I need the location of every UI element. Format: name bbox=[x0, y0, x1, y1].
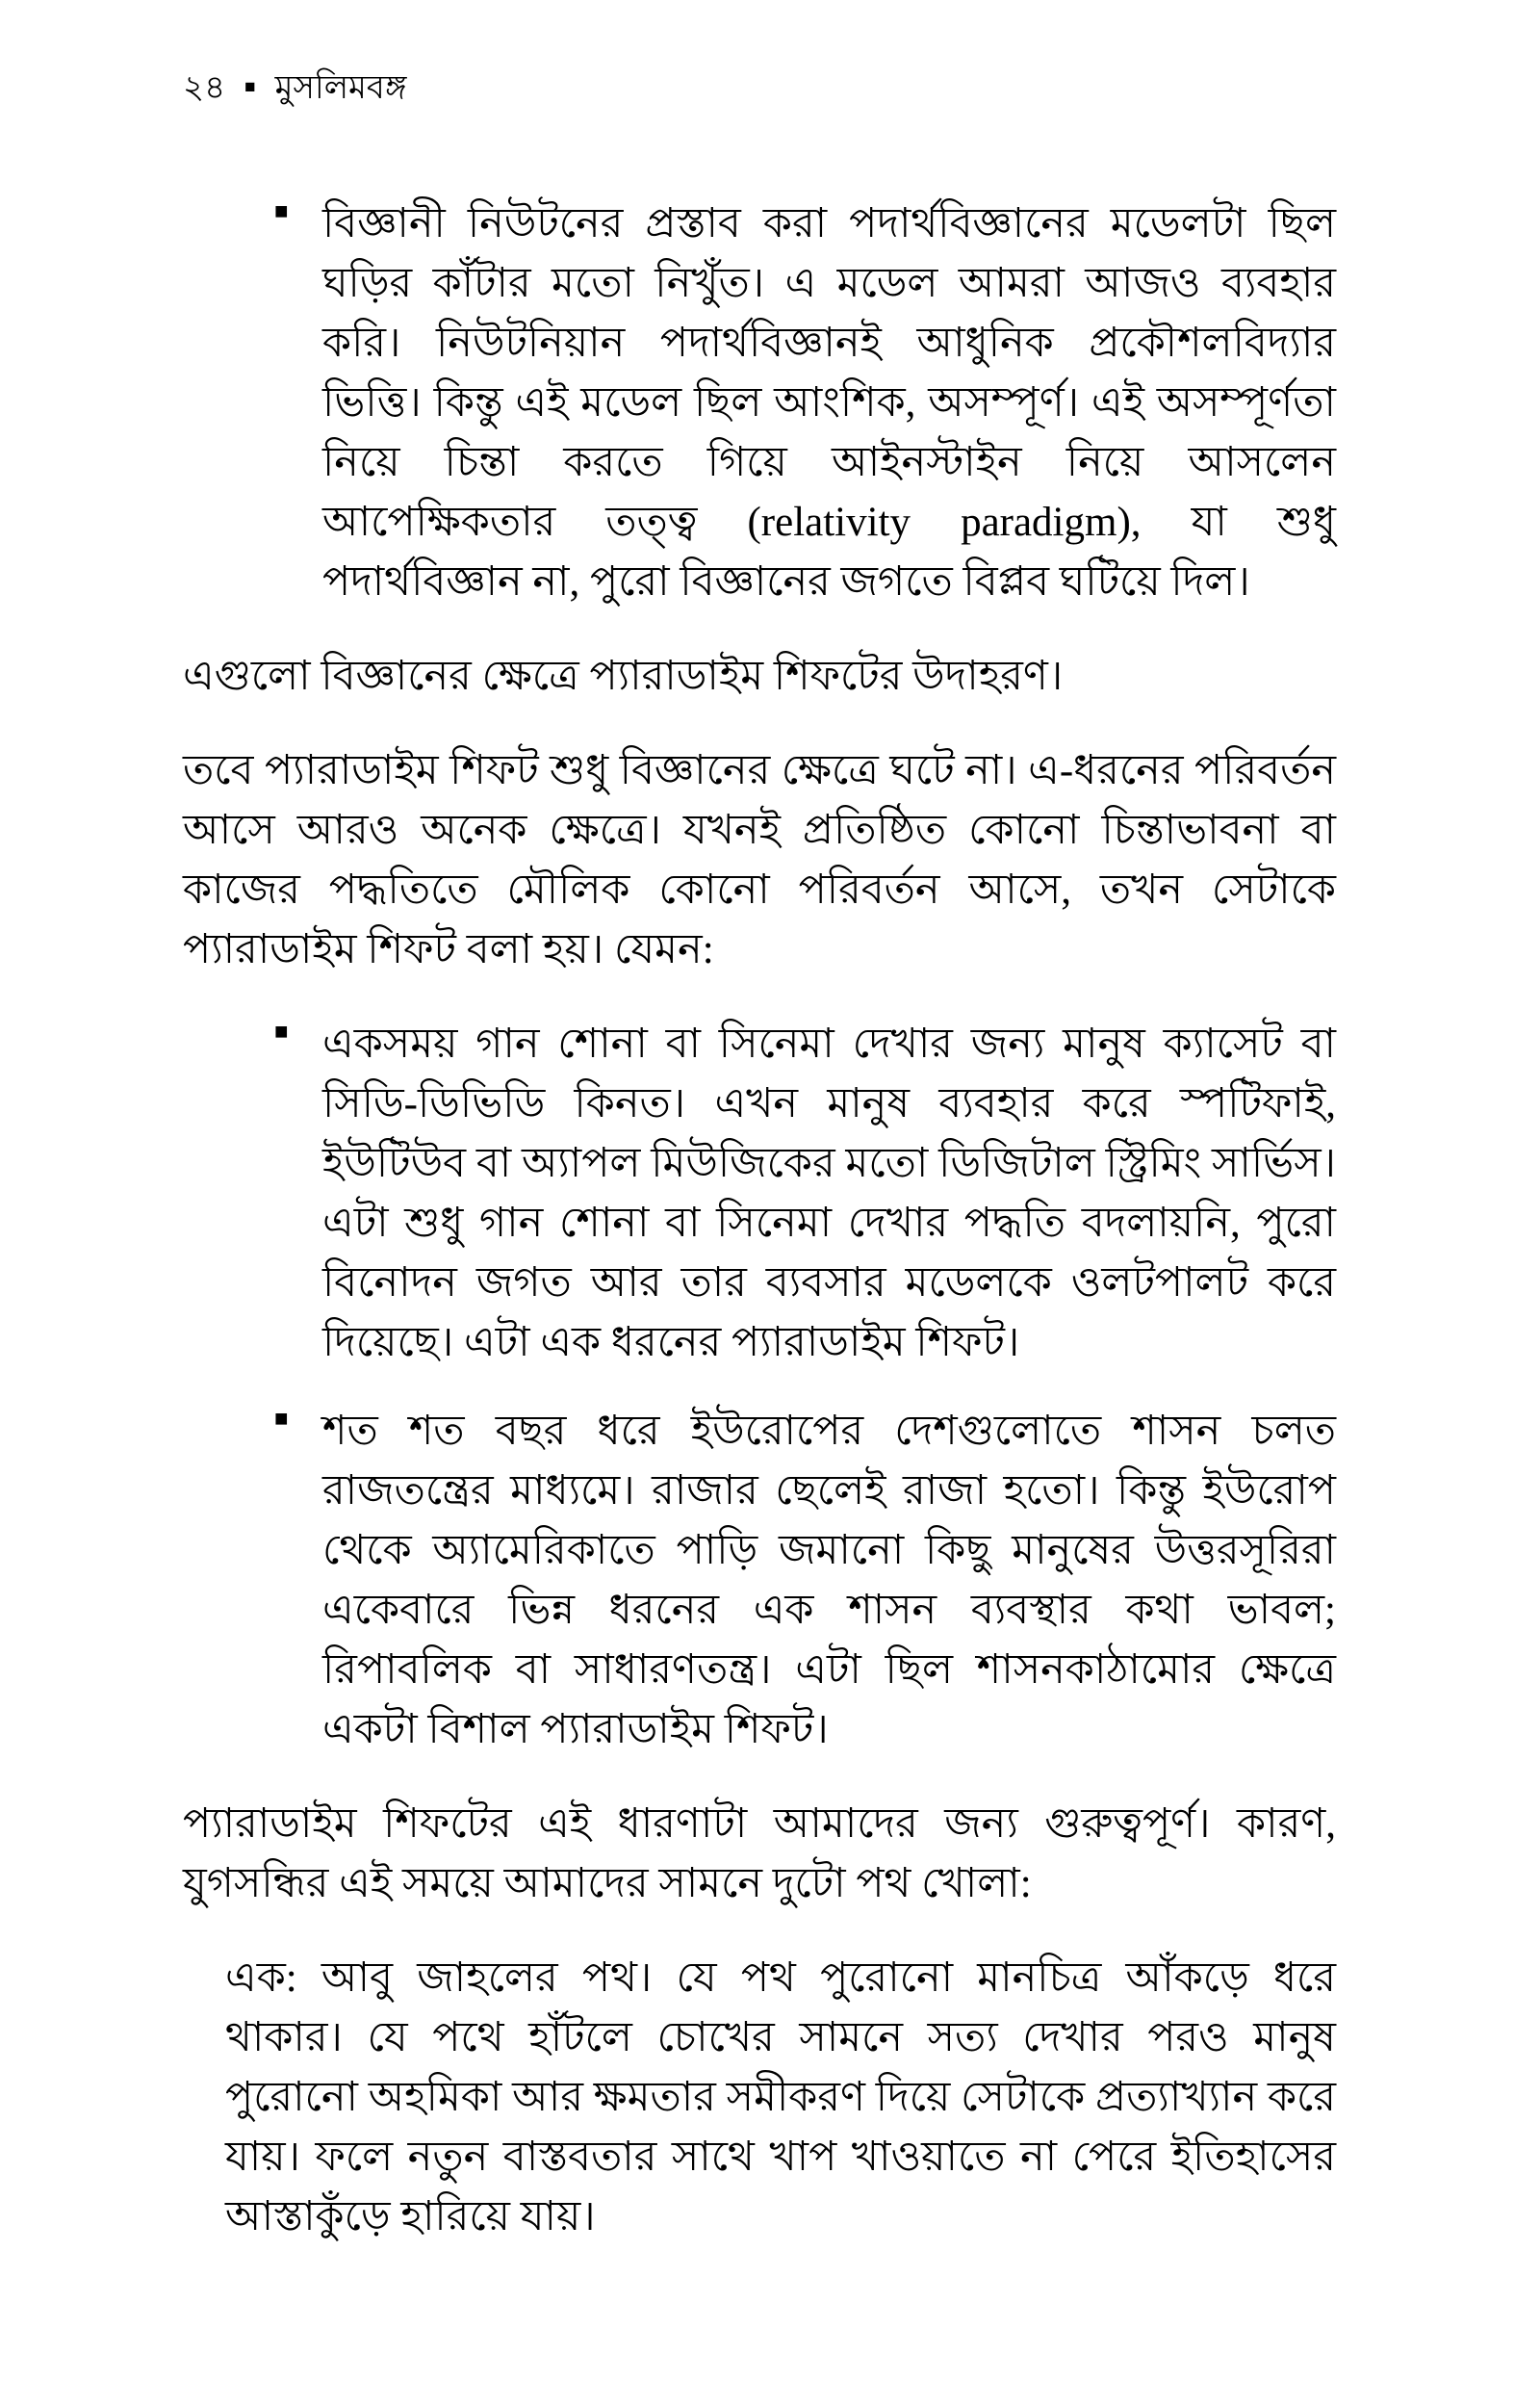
page-number: ২৪ bbox=[183, 70, 226, 106]
square-bullet-icon: ■ bbox=[274, 1407, 289, 1433]
page-header bbox=[183, 67, 1336, 110]
list-item bbox=[274, 1402, 1336, 1760]
square-bullet-icon: ■ bbox=[274, 1020, 289, 1046]
bullet-list-paradigm-examples bbox=[183, 1015, 1336, 1760]
book-title: মুসলিমবঙ্গ bbox=[274, 70, 407, 106]
list-item bbox=[274, 1015, 1336, 1373]
bullet-text-streaming: একসময় গান শোনা বা সিনেমা দেখার জন্য মানুষ ক্যাসেট বা সিডি-ডিভিডি কিনত। এখন মানুষ ব্যবহার করে স্পটিফাই, ইউটিউব বা অ্যাপল মিউজিকের মতো ডিজিটাল স্ট্রিমিং সার্ভিস। এটা শুধু গান শোনা বা সিনেমা দেখার পদ্ধতি বদলায়নি, পুরো বিনোদন জগত আর তার ব্যবসার মডেলকে ওলটপালট করে দিয়েছে। এটা এক ধরনের প্যারাডাইম শিফট। bbox=[322, 1022, 1336, 1366]
square-bullet-icon: ■ bbox=[274, 199, 289, 225]
paragraph-importance: প্যারাডাইম শিফটের এই ধারণাটা আমাদের জন্য গুরুত্বপূর্ণ। কারণ, যুগসন্ধির এই সময়ে আমাদের সামনে দুটো পথ খোলা: bbox=[183, 1801, 1336, 1907]
square-separator-icon: ■ bbox=[244, 76, 256, 97]
bullet-text-newton-relativity: বিজ্ঞানী নিউটনের প্রস্তাব করা পদার্থবিজ্ঞানের মডেলটা ছিল ঘড়ির কাঁটার মতো নিখুঁত। এ মডেল আমরা আজও ব্যবহার করি। নিউটনিয়ান পদার্থবিজ্ঞানই আধুনিক প্রকৌশলবিদ্যার ভিত্তি। কিন্তু এই মডেল ছিল আংশিক, অসম্পূর্ণ। এই অসম্পূর্ণতা নিয়ে চিন্তা করতে গিয়ে আইনস্টাইন নিয়ে আসলেন আপেক্ষিকতার তত্ত্ব (relativity paradigm), যা শুধু পদার্থবিজ্ঞান না, পুরো বিজ্ঞানের জগতে বিপ্লব ঘটিয়ে দিল। bbox=[322, 201, 1336, 606]
bullet-list-science-example bbox=[183, 194, 1336, 612]
paragraph-paradigm-definition: তবে প্যারাডাইম শিফট শুধু বিজ্ঞানের ক্ষেত্রে ঘটে না। এ-ধরনের পরিবর্তন আসে আরও অনেক ক্ষেত্রে। যখনই প্রতিষ্ঠিত কোনো চিন্তাভাবনা বা কাজের পদ্ধতিতে মৌলিক কোনো পরিবর্তন আসে, তখন সেটাকে প্যারাডাইম শিফট বলা হয়। যেমন: bbox=[183, 748, 1336, 973]
paragraph-examples: এগুলো বিজ্ঞানের ক্ষেত্রে প্যারাডাইম শিফটের উদাহরণ। bbox=[183, 654, 1064, 700]
list-item bbox=[274, 194, 1336, 612]
bullet-text-republic: শত শত বছর ধরে ইউরোপের দেশগুলোতে শাসন চলত রাজতন্ত্রের মাধ্যমে। রাজার ছেলেই রাজা হতো। কিন্তু ইউরোপ থেকে অ্যামেরিকাতে পাড়ি জমানো কিছু মানুষের উত্তরসূরিরা একেবারে ভিন্ন ধরনের এক শাসন ব্যবস্থার কথা ভাবল; রিপাবলিক বা সাধারণতন্ত্র। এটা ছিল শাসনকাঠামোর ক্ষেত্রে একটা বিশাল প্যারাডাইম শিফট। bbox=[322, 1409, 1336, 1753]
paragraph-path-one: এক: আবু জাহলের পথ। যে পথ পুরোনো মানচিত্র আঁকড়ে ধরে থাকার। যে পথে হাঁটলে চোখের সামনে সত্য দেখার পরও মানুষ পুরোনো অহমিকা আর ক্ষমতার সমীকরণ দিয়ে সেটাকে প্রত্যাখ্যান করে যায়। ফলে নতুন বাস্তবতার সাথে খাপ খাওয়াতে না পেরে ইতিহাসের আস্তাকুঁড়ে হারিয়ে যায়। bbox=[225, 1955, 1336, 2240]
